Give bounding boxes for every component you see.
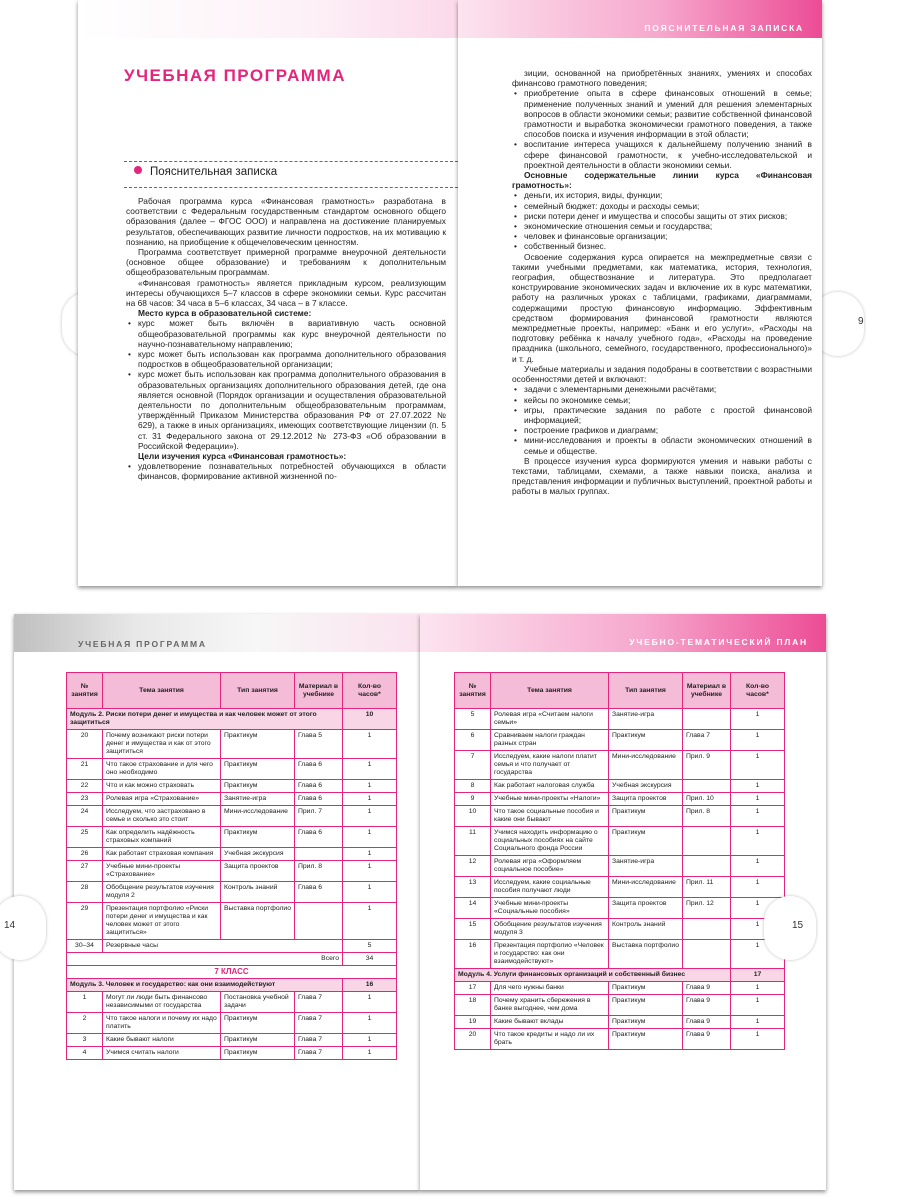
table-row xyxy=(67,992,397,1013)
lesson-number: 19 xyxy=(455,1016,491,1029)
list-item: • деньги, их история, виды, функции; xyxy=(512,190,812,200)
lesson-hours: 1 xyxy=(343,903,397,940)
lesson-hours: 1 xyxy=(731,877,785,898)
table-body xyxy=(67,709,397,1060)
lesson-material: Глава 7 xyxy=(295,1034,343,1047)
lesson-number: 20 xyxy=(455,1029,491,1050)
total-row xyxy=(67,953,397,966)
bottom-spread xyxy=(0,606,900,1200)
bullet-list xyxy=(512,384,812,455)
lesson-topic: Учимся находить информацию о социальных пособиях на сайте Социального фонда России xyxy=(491,827,609,856)
lesson-topic: Как определить надёжность страховых компаний xyxy=(103,827,221,848)
lesson-hours: 1 xyxy=(731,919,785,940)
list-item: • кейсы по экономике семьи; xyxy=(512,395,812,405)
table-header-row xyxy=(455,673,785,709)
lesson-type: Практикум xyxy=(221,827,295,848)
subheading: Место курса в образовательной системе: xyxy=(138,308,312,319)
column-header: № занятия xyxy=(67,673,103,709)
class-row xyxy=(67,966,397,979)
lesson-hours: 1 xyxy=(343,793,397,806)
lesson-hours: 1 xyxy=(731,730,785,751)
lesson-topic: Учимся считать налоги xyxy=(103,1047,221,1060)
page-15 xyxy=(420,614,826,1190)
table-row xyxy=(67,730,397,759)
lesson-hours: 1 xyxy=(343,730,397,759)
lesson-topic: Учебные мини-проекты «Страхование» xyxy=(103,861,221,882)
lesson-number: 12 xyxy=(455,856,491,877)
list-item: • приобретение опыта в сфере финансовых отношений в семье; применение полученных знаний и умений для решения элементарных вопросов в области экономики семьи; развитие собственной финансовой грамотности и выработка экономически грамотного поведения, а также способов поиска и изучения информации в этой области; xyxy=(512,88,812,139)
page-tab-right xyxy=(764,896,816,960)
paragraph: В процессе изучения курса формируются умения и навыки работы с текстами, таблицами, схемами, а также навыки поиска, анализа и представления информации и публичных выступлений, проектной работы и работы в малых группах. xyxy=(512,455,812,497)
lesson-topic: Исследуем, что застраховано в семье и сколько это стоит xyxy=(103,806,221,827)
lesson-number: 1 xyxy=(67,992,103,1013)
header-band xyxy=(458,0,822,38)
lesson-type: Учебная экскурсия xyxy=(609,780,683,793)
lesson-material: Глава 6 xyxy=(295,780,343,793)
lesson-material xyxy=(295,848,343,861)
lesson-topic: Как работает налоговая служба xyxy=(491,780,609,793)
table-row xyxy=(67,827,397,848)
module-row xyxy=(67,709,397,730)
lesson-topic: Ролевая игра «Страхование» xyxy=(103,793,221,806)
lesson-material: Глава 7 xyxy=(295,1047,343,1060)
table-row xyxy=(455,982,785,995)
subheading: Цели изучения курса «Финансовая грамотность»: xyxy=(138,451,347,462)
lesson-number: 11 xyxy=(455,827,491,856)
header-band xyxy=(420,614,826,652)
lesson-hours: 1 xyxy=(343,992,397,1013)
lesson-type: Практикум xyxy=(221,1047,295,1060)
list-item: • курс может быть использован как программа дополнительного образования подростков в общеобразовательной организации; xyxy=(126,349,446,369)
lesson-topic: Для чего нужны банки xyxy=(491,982,609,995)
lesson-material xyxy=(683,856,731,877)
lesson-topic: Обобщение результатов изучения модуля 2 xyxy=(103,882,221,903)
lesson-hours: 1 xyxy=(731,709,785,730)
lesson-hours: 1 xyxy=(343,848,397,861)
lesson-type: Выставка портфолио xyxy=(221,903,295,940)
lesson-hours: 1 xyxy=(731,827,785,856)
lesson-topic: Почему возникают риски потери денег и имущества и как от этого защититься xyxy=(103,730,221,759)
lesson-type: Мини-исследование xyxy=(609,877,683,898)
page-tab-left xyxy=(0,896,46,960)
list-item: • экономические отношения семьи и государства; xyxy=(512,221,812,231)
list-item: • собственный бизнес. xyxy=(512,241,812,251)
table-row xyxy=(67,806,397,827)
lesson-material xyxy=(683,709,731,730)
lesson-material: Глава 9 xyxy=(683,1029,731,1050)
lesson-number: 30–34 xyxy=(67,940,103,953)
lesson-material: Глава 5 xyxy=(295,730,343,759)
table-row xyxy=(455,730,785,751)
lesson-material: Глава 6 xyxy=(295,882,343,903)
section-divider xyxy=(124,187,458,188)
lesson-hours: 1 xyxy=(343,806,397,827)
lesson-topic: Учебные мини-проекты «Налоги» xyxy=(491,793,609,806)
table-row xyxy=(455,827,785,856)
lesson-type: Мини-исследование xyxy=(221,806,295,827)
lesson-number: 8 xyxy=(455,780,491,793)
module-row xyxy=(67,979,397,992)
table-row xyxy=(67,848,397,861)
list-item: • мини-исследования и проекты в области экономических отношений в семье и обществе. xyxy=(512,435,812,455)
lesson-material: Глава 6 xyxy=(295,793,343,806)
lesson-type: Практикум xyxy=(609,730,683,751)
lesson-hours: 1 xyxy=(343,1034,397,1047)
total-hours: 34 xyxy=(343,953,397,966)
column-header: Тема занятия xyxy=(103,673,221,709)
column-header: Кол-во часов* xyxy=(731,673,785,709)
lesson-type: Занятие-игра xyxy=(609,709,683,730)
module-hours: 10 xyxy=(343,709,397,730)
thematic-plan-table xyxy=(454,672,785,1050)
table-body xyxy=(455,709,785,1050)
lesson-topic: Ролевая игра «Считаем налоги семьи» xyxy=(491,709,609,730)
lesson-number: 17 xyxy=(455,982,491,995)
lesson-material xyxy=(683,780,731,793)
lesson-type: Учебная экскурсия xyxy=(221,848,295,861)
lesson-material: Глава 9 xyxy=(683,995,731,1016)
list-item: • воспитание интереса учащихся к дальнейшему получению знаний в сфере финансовой грамотности, к учебно-исследовательской и проектной деятельности в области экономики семьи. xyxy=(512,139,812,170)
lesson-type: Контроль знаний xyxy=(609,919,683,940)
lesson-material: Прил. 8 xyxy=(683,806,731,827)
running-header: УЧЕБНАЯ ПРОГРАММА xyxy=(78,639,207,649)
module-hours: 16 xyxy=(343,979,397,992)
bullet-list xyxy=(512,190,812,251)
table-row xyxy=(67,903,397,940)
lesson-number: 29 xyxy=(67,903,103,940)
lesson-type: Постановка учебной задачи xyxy=(221,992,295,1013)
lesson-material: Прил. 9 xyxy=(683,751,731,780)
top-spread xyxy=(0,0,900,592)
bullet-list xyxy=(126,461,446,481)
paragraph: Рабочая программа курса «Финансовая грамотность» разработана в соответствии с Федеральным государственным стандартом основного общего образования (далее – ФГОС ООО) и направлена на достижение планируемых результатов, обеспечивающих развитие личности подростков, на их мотивацию к познанию, на приобщение к общечеловеческим ценностям. xyxy=(126,196,446,247)
paragraph: Освоение содержания курса опирается на межпредметные связи с такими учебными предметами, как математика, история, технология, география, обществознание и литература. Это предполагает конструирование экономических задач и включение их в курс математики, работу на различных уроках с таблицами, графиками, диаграммами, содержащими простую финансовую информацию. Эффективным средством формирования финансовой грамотности являются межпредметные проекты, например: «Банк и его услуги», «Расходы на подготовку ребёнка к началу учебного года», «Расходы на проведение праздника (школьного, семейного, государственного, профессионального)» и т. д. xyxy=(512,251,812,364)
lesson-type: Практикум xyxy=(221,730,295,759)
column-header: Тип занятия xyxy=(609,673,683,709)
lesson-number: 22 xyxy=(67,780,103,793)
lesson-material: Глава 7 xyxy=(683,730,731,751)
lesson-topic: Какие бывают налоги xyxy=(103,1034,221,1047)
lesson-type: Практикум xyxy=(221,780,295,793)
lesson-hours: 1 xyxy=(731,982,785,995)
lesson-topic: Что и как можно страховать xyxy=(103,780,221,793)
column-header: Материал в учебнике xyxy=(295,673,343,709)
lesson-material xyxy=(683,827,731,856)
lesson-type: Занятие-игра xyxy=(609,856,683,877)
running-header: УЧЕБНО-ТЕМАТИЧЕСКИЙ ПЛАН xyxy=(629,637,808,647)
lesson-topic: Что такое социальные пособия и какие они бывают xyxy=(491,806,609,827)
module-title: Модуль 3. Человек и государство: как они взаимодействуют xyxy=(67,979,343,992)
header-band xyxy=(78,0,458,38)
module-title: Модуль 4. Услуги финансовых организаций и собственный бизнес xyxy=(455,969,731,982)
lesson-hours: 1 xyxy=(731,898,785,919)
lesson-number: 24 xyxy=(67,806,103,827)
text-column-left xyxy=(126,196,446,482)
module-hours: 17 xyxy=(731,969,785,982)
lesson-hours: 1 xyxy=(731,940,785,969)
lesson-material: Глава 6 xyxy=(295,827,343,848)
list-item: • построение графиков и диаграмм; xyxy=(512,425,812,435)
lesson-number: 7 xyxy=(455,751,491,780)
lesson-type: Защита проектов xyxy=(609,793,683,806)
table-row xyxy=(455,793,785,806)
lesson-number: 21 xyxy=(67,759,103,780)
lesson-number: 14 xyxy=(455,898,491,919)
bullet-list xyxy=(512,88,812,170)
page-9 xyxy=(458,0,822,586)
lesson-type: Контроль знаний xyxy=(221,882,295,903)
page-number: 15 xyxy=(792,920,804,931)
header-band xyxy=(14,614,420,652)
running-header: ПОЯСНИТЕЛЬНАЯ ЗАПИСКА xyxy=(644,23,804,33)
module-title: Модуль 2. Риски потери денег и имущества и как человек может от этого защититься xyxy=(67,709,343,730)
paragraph: зиции, основанной на приобретённых знаниях, умениях и способах финансово грамотного поведения; xyxy=(512,68,812,89)
lesson-topic: Презентация портфолио «Человек и государство: как они взаимодействуют» xyxy=(491,940,609,969)
column-header: № занятия xyxy=(455,673,491,709)
lesson-number: 26 xyxy=(67,848,103,861)
lesson-hours: 1 xyxy=(343,1013,397,1034)
page-14 xyxy=(14,614,420,1190)
lesson-hours: 1 xyxy=(343,780,397,793)
lesson-number: 27 xyxy=(67,861,103,882)
list-item: • семейный бюджет: доходы и расходы семьи; xyxy=(512,201,812,211)
table-row xyxy=(455,1029,785,1050)
text-column-right xyxy=(512,68,812,497)
lesson-hours: 1 xyxy=(731,995,785,1016)
lesson-hours: 1 xyxy=(731,751,785,780)
bullet-dot-icon xyxy=(134,166,142,174)
thematic-plan-table xyxy=(66,672,397,1060)
module-row xyxy=(455,969,785,982)
list-item: • человек и финансовые организации; xyxy=(512,231,812,241)
page-number: 14 xyxy=(4,920,16,931)
lesson-hours: 5 xyxy=(343,940,397,953)
lesson-topic: Какие бывают вклады xyxy=(491,1016,609,1029)
lesson-hours: 1 xyxy=(343,1047,397,1060)
table-row xyxy=(455,1016,785,1029)
lesson-type: Практикум xyxy=(609,806,683,827)
reserve-row xyxy=(67,940,397,953)
lesson-type: Практикум xyxy=(609,995,683,1016)
page-8 xyxy=(78,0,458,586)
page-title: УЧЕБНАЯ ПРОГРАММА xyxy=(124,66,346,85)
lesson-number: 23 xyxy=(67,793,103,806)
lesson-hours: 1 xyxy=(731,1016,785,1029)
lesson-number: 20 xyxy=(67,730,103,759)
lesson-type: Практикум xyxy=(609,827,683,856)
table-row xyxy=(67,780,397,793)
lesson-hours: 1 xyxy=(343,861,397,882)
subheading: Основные содержательные линии курса «Финансовая грамотность»: xyxy=(512,170,812,191)
lesson-number: 4 xyxy=(67,1047,103,1060)
lesson-topic: Резервные часы xyxy=(103,940,343,953)
table-row xyxy=(67,1034,397,1047)
lesson-topic: Как работает страховая компания xyxy=(103,848,221,861)
table-row xyxy=(67,861,397,882)
table-row xyxy=(67,1047,397,1060)
lesson-material: Прил. 8 xyxy=(295,861,343,882)
lesson-topic: Что такое налоги и почему их надо платить xyxy=(103,1013,221,1034)
list-item: • задачи с элементарными денежными расчётами; xyxy=(512,384,812,394)
lesson-number: 9 xyxy=(455,793,491,806)
table-row xyxy=(455,940,785,969)
section-heading-text: Пояснительная записка xyxy=(150,166,278,178)
table-row xyxy=(455,806,785,827)
lesson-type: Занятие-игра xyxy=(221,793,295,806)
lesson-material: Глава 7 xyxy=(295,992,343,1013)
paragraph: Программа соответствует примерной программе внеурочной деятельности (основное общее образование) и требованиям к дополнительным общеобразовательным программам. xyxy=(126,247,446,278)
total-label: Всего xyxy=(67,953,343,966)
lesson-material: Прил. 11 xyxy=(683,877,731,898)
section-divider xyxy=(124,161,458,162)
lesson-hours: 1 xyxy=(731,806,785,827)
lesson-material: Прил. 10 xyxy=(683,793,731,806)
table-row xyxy=(455,995,785,1016)
lesson-material: Глава 9 xyxy=(683,982,731,995)
lesson-number: 13 xyxy=(455,877,491,898)
lesson-hours: 1 xyxy=(731,793,785,806)
lesson-type: Практикум xyxy=(221,1034,295,1047)
table-row xyxy=(67,759,397,780)
lesson-topic: Что такое страхование и для чего оно необходимо xyxy=(103,759,221,780)
lesson-type: Практикум xyxy=(609,982,683,995)
paragraph: «Финансовая грамотность» является прикладным курсом, реализующим интересы обучающихся 5–7 классов в сфере экономики семьи. Курс рассчитан на 68 часов: 34 часа в 5–6 классах, 34 часа – в 7 классе. xyxy=(126,277,446,309)
table-row xyxy=(455,751,785,780)
table-row xyxy=(67,793,397,806)
list-item: • курс может быть использован как программа дополнительного образования в образовательных организациях дополнительного образования детей, где она является основной (Порядок организации и осуществления образовательной деятельности по дополнительным общеобразовательным программам, утверждённый Приказом Министерства образования РФ от 27.07.2022 № 629), а также в иных организациях, имеющих соответствующие лицензии (п. 5 ст. 31 Федерального закона от 29.12.2012 № 273-ФЗ «Об образовании в Российской Федерации»). xyxy=(126,369,446,451)
lesson-topic: Учебные мини-проекты «Социальные пособия» xyxy=(491,898,609,919)
list-item: • удовлетворение познавательных потребностей обучающихся в области финансов, формирование активной жизненной по- xyxy=(126,461,446,481)
table-row xyxy=(455,709,785,730)
lesson-type: Практикум xyxy=(609,1029,683,1050)
list-item: • риски потери денег и имущества и способы защиты от этих рисков; xyxy=(512,211,812,221)
table-row xyxy=(455,919,785,940)
lesson-topic: Могут ли люди быть финансово независимыми от государства xyxy=(103,992,221,1013)
lesson-material xyxy=(295,903,343,940)
lesson-topic: Почему хранить сбережения в банке выгоднее, чем дома xyxy=(491,995,609,1016)
table-row xyxy=(455,898,785,919)
lesson-type: Защита проектов xyxy=(609,898,683,919)
list-item: • курс может быть включён в вариативную часть основной общеобразовательной программы как курс внеурочной деятельности по научно-познавательному направлению; xyxy=(126,318,446,349)
lesson-topic: Исследуем, какие социальные пособия получают люди xyxy=(491,877,609,898)
table-row xyxy=(455,856,785,877)
lesson-topic: Исследуем, какие налоги платит семья и что получает от государства xyxy=(491,751,609,780)
lesson-hours: 1 xyxy=(343,882,397,903)
column-header: Тема занятия xyxy=(491,673,609,709)
table-row xyxy=(67,882,397,903)
bullet-list xyxy=(126,318,446,451)
table-row xyxy=(67,1013,397,1034)
lesson-number: 6 xyxy=(455,730,491,751)
lesson-hours: 1 xyxy=(343,827,397,848)
class-title: 7 КЛАСС xyxy=(67,966,397,979)
lesson-type: Мини-исследование xyxy=(609,751,683,780)
page-number: 9 xyxy=(858,316,864,327)
lesson-material: Прил. 12 xyxy=(683,898,731,919)
list-item: • игры, практические задания по работе с простой финансовой информацией; xyxy=(512,405,812,425)
column-header: Материал в учебнике xyxy=(683,673,731,709)
lesson-number: 2 xyxy=(67,1013,103,1034)
lesson-topic: Сравниваем налоги граждан разных стран xyxy=(491,730,609,751)
lesson-material xyxy=(683,940,731,969)
lesson-number: 16 xyxy=(455,940,491,969)
lesson-number: 25 xyxy=(67,827,103,848)
lesson-type: Защита проектов xyxy=(221,861,295,882)
lesson-hours: 1 xyxy=(731,856,785,877)
lesson-topic: Ролевая игра «Оформляем социальное пособие» xyxy=(491,856,609,877)
column-header: Тип занятия xyxy=(221,673,295,709)
lesson-number: 15 xyxy=(455,919,491,940)
lesson-hours: 1 xyxy=(343,759,397,780)
lesson-topic: Обобщение результатов изучения модуля 3 xyxy=(491,919,609,940)
lesson-number: 28 xyxy=(67,882,103,903)
paragraph: Учебные материалы и задания подобраны в соответствии с возрастными особенностями детей и включают: xyxy=(512,363,812,385)
table-header-row xyxy=(67,673,397,709)
lesson-hours: 1 xyxy=(731,780,785,793)
lesson-type: Выставка портфолио xyxy=(609,940,683,969)
lesson-material: Глава 6 xyxy=(295,759,343,780)
lesson-material: Глава 7 xyxy=(295,1013,343,1034)
lesson-number: 3 xyxy=(67,1034,103,1047)
table-row xyxy=(455,780,785,793)
lesson-hours: 1 xyxy=(731,1029,785,1050)
lesson-topic: Что такое кредиты и надо ли их брать xyxy=(491,1029,609,1050)
lesson-type: Практикум xyxy=(221,1013,295,1034)
table-row xyxy=(455,877,785,898)
lesson-number: 10 xyxy=(455,806,491,827)
column-header: Кол-во часов* xyxy=(343,673,397,709)
lesson-material: Прил. 7 xyxy=(295,806,343,827)
section-heading xyxy=(134,166,277,178)
lesson-type: Практикум xyxy=(221,759,295,780)
lesson-topic: Презентация портфолио «Риски потери денег и имущества и как человек может от этого защититься» xyxy=(103,903,221,940)
lesson-number: 18 xyxy=(455,995,491,1016)
lesson-type: Практикум xyxy=(609,1016,683,1029)
lesson-material xyxy=(683,919,731,940)
lesson-number: 5 xyxy=(455,709,491,730)
lesson-material: Глава 9 xyxy=(683,1016,731,1029)
